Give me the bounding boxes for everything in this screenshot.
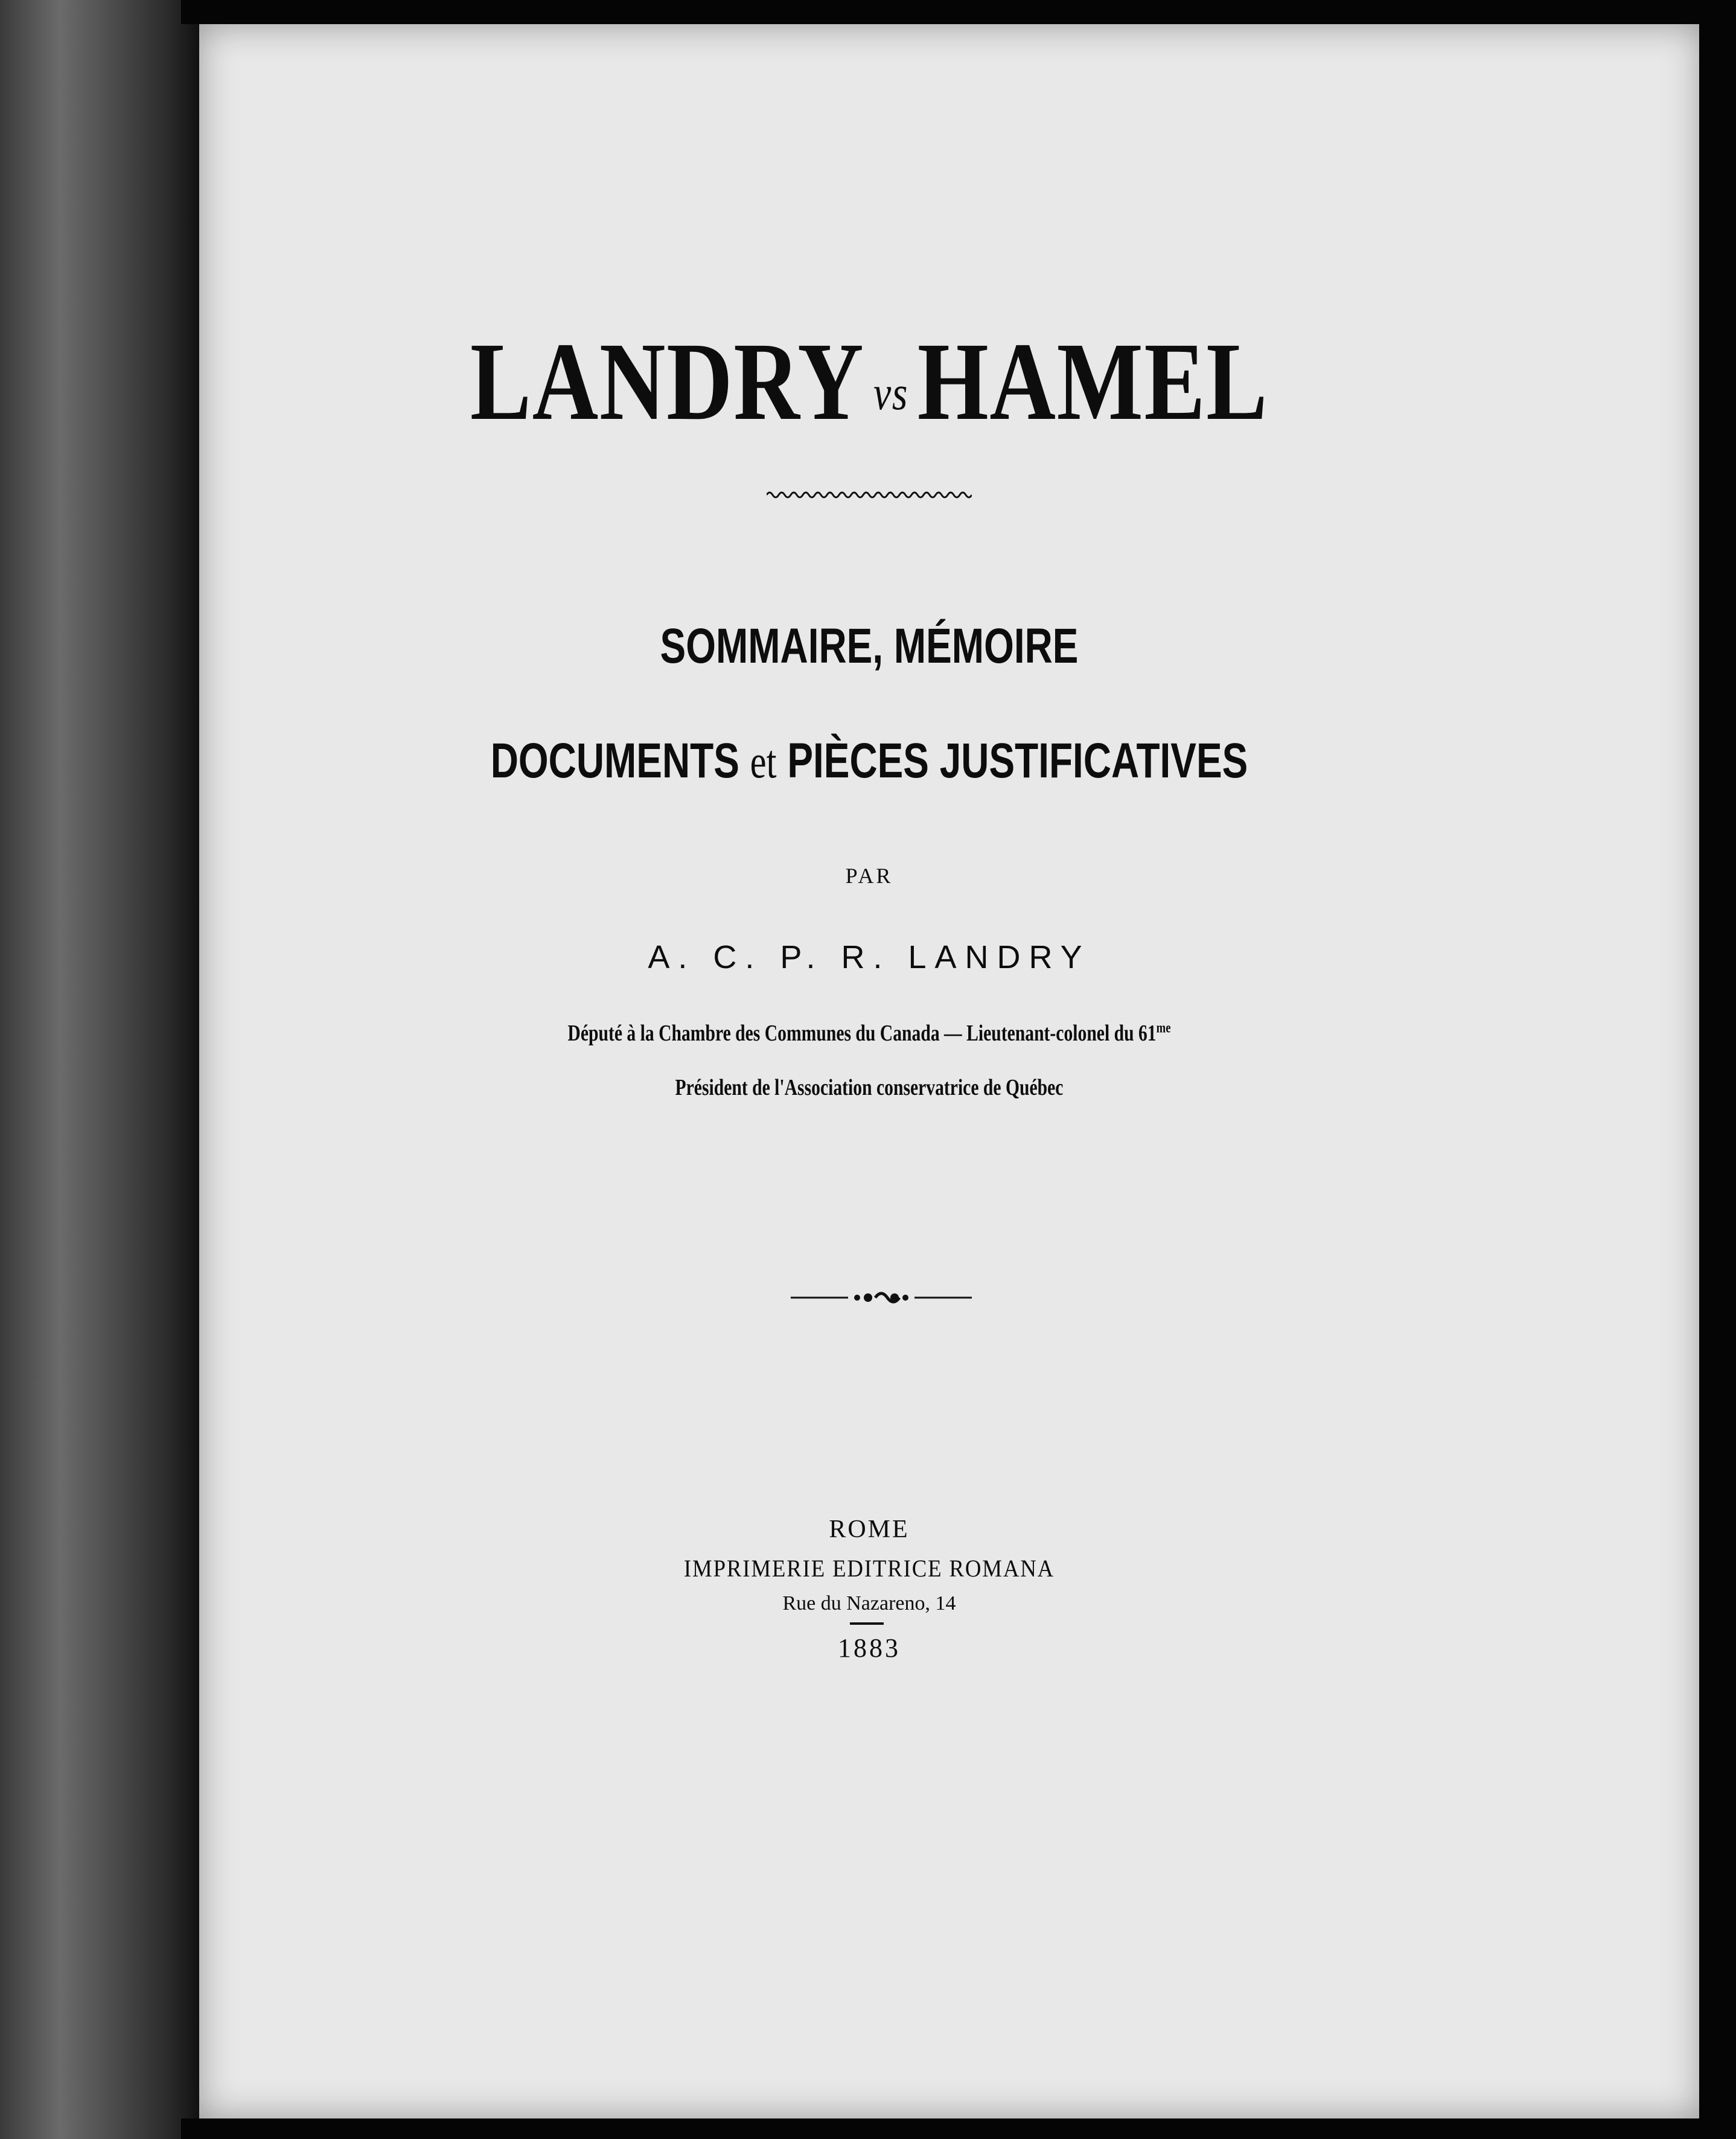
author-position-2: Président de l'Association conservatrice de Québec: [675, 1075, 1064, 1100]
book-spine-edge: [0, 0, 199, 2139]
title-left: LANDRY: [470, 320, 865, 444]
wavy-rule-ornament: [767, 489, 972, 501]
scan-bottom-border: [181, 2118, 1736, 2139]
title-right: HAMEL: [917, 320, 1269, 444]
subtitle-line-1: SOMMAIRE, MÉMOIRE: [660, 619, 1079, 674]
scan-top-border: [181, 0, 1736, 24]
fleuron-rule-ornament: [791, 1286, 972, 1310]
imprint-city: ROME: [829, 1516, 910, 1543]
position-1-superscript: me: [1156, 1020, 1171, 1036]
main-title: [320, 320, 1418, 444]
subtitle-et: et: [750, 735, 777, 788]
scan-right-border: [1699, 0, 1736, 2139]
author-position-1: [346, 1020, 1392, 1047]
imprint-street: Rue du Nazareno, 14: [782, 1592, 956, 1615]
imprint-divider: [850, 1622, 884, 1625]
position-1-text: Député à la Chambre des Communes du Canada — Lieutenant-colonel du 61: [567, 1021, 1157, 1046]
imprint-year: 1883: [838, 1633, 901, 1663]
title-vs: vs: [873, 366, 909, 420]
imprint-printer: IMPRIMERIE EDITRICE ROMANA: [683, 1555, 1055, 1582]
subtitle-pieces: PIÈCES JUSTIFICATIVES: [787, 733, 1248, 788]
subtitle-line-2: [346, 733, 1392, 788]
by-label: PAR: [845, 864, 893, 888]
author-name: A. C. P. R. LANDRY: [648, 939, 1091, 975]
subtitle-documents: DOCUMENTS: [490, 733, 739, 788]
